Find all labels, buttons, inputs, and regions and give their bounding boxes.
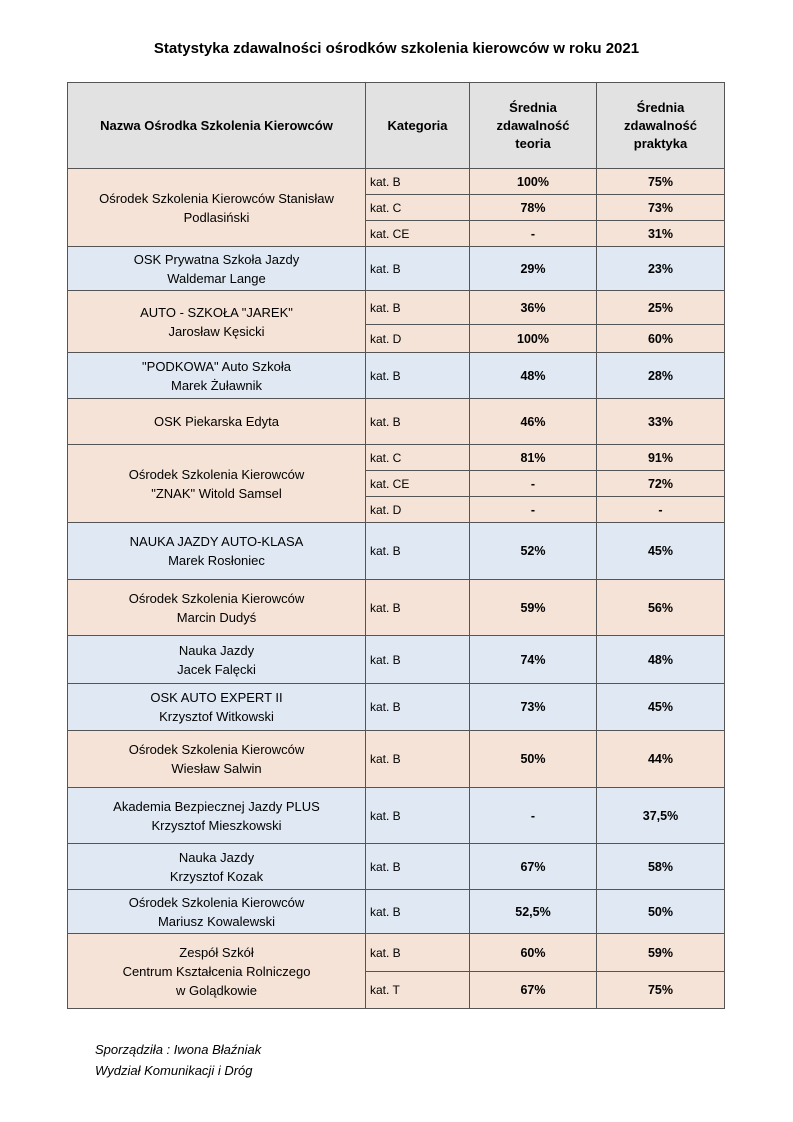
practice-cell: - bbox=[597, 497, 725, 523]
table-row bbox=[68, 523, 725, 580]
center-name-line: Ośrodek Szkolenia Kierowców bbox=[128, 590, 305, 606]
center-name-cell bbox=[68, 844, 366, 890]
category-cell: kat. B bbox=[366, 731, 470, 788]
theory-cell: 78% bbox=[470, 195, 597, 221]
table-body bbox=[68, 169, 725, 1009]
practice-cell: 73% bbox=[597, 195, 725, 221]
center-name-cell bbox=[68, 788, 366, 844]
theory-cell: 36% bbox=[470, 291, 597, 325]
theory-cell: 67% bbox=[470, 972, 597, 1009]
center-name-line: Zespół Szkół bbox=[179, 944, 254, 960]
category-cell: kat. B bbox=[366, 684, 470, 731]
category-cell: kat. D bbox=[366, 497, 470, 523]
category-cell: kat. B bbox=[366, 934, 470, 972]
practice-cell: 58% bbox=[597, 844, 725, 890]
center-name-line: Jarosław Kęsicki bbox=[168, 323, 265, 339]
footer-author: Sporządziła : Iwona Błaźniak bbox=[95, 1042, 262, 1057]
center-name-line: Krzysztof Witkowski bbox=[159, 709, 274, 724]
center-name-line: NAUKA JAZDY AUTO-KLASA bbox=[129, 534, 304, 549]
practice-cell: 75% bbox=[597, 972, 725, 1009]
header-practice-line: Średnia bbox=[636, 99, 685, 115]
table-row bbox=[68, 353, 725, 399]
center-name-line: Waldemar Lange bbox=[167, 270, 266, 286]
practice-cell: 59% bbox=[597, 934, 725, 972]
center-name-line: OSK Piekarska Edyta bbox=[154, 414, 279, 429]
table-row bbox=[68, 445, 725, 471]
table-row bbox=[68, 934, 725, 972]
table-row bbox=[68, 399, 725, 445]
practice-cell: 31% bbox=[597, 221, 725, 247]
practice-cell: 44% bbox=[597, 731, 725, 788]
theory-cell: 74% bbox=[470, 636, 597, 684]
category-cell: kat. C bbox=[366, 195, 470, 221]
center-name-line: Ośrodek Szkolenia Kierowców bbox=[128, 894, 305, 910]
category-cell: kat. B bbox=[366, 523, 470, 580]
center-name-line: Centrum Kształcenia Rolniczego bbox=[122, 963, 311, 979]
table-row bbox=[68, 684, 725, 731]
theory-cell: 81% bbox=[470, 445, 597, 471]
center-name-cell bbox=[68, 445, 366, 523]
theory-cell: 52,5% bbox=[470, 890, 597, 934]
center-name-line: "ZNAK" Witold Samsel bbox=[151, 485, 282, 501]
practice-cell: 60% bbox=[597, 325, 725, 353]
center-name-cell bbox=[68, 291, 366, 353]
category-cell: kat. T bbox=[366, 972, 470, 1009]
category-cell: kat. B bbox=[366, 788, 470, 844]
center-name-cell bbox=[68, 353, 366, 399]
center-name-line: w Golądkowie bbox=[176, 982, 257, 998]
footer-department: Wydział Komunikacji i Dróg bbox=[95, 1063, 253, 1078]
theory-cell: 48% bbox=[470, 353, 597, 399]
category-cell: kat. B bbox=[366, 169, 470, 195]
center-name-cell bbox=[68, 636, 366, 684]
theory-cell: - bbox=[470, 788, 597, 844]
practice-cell: 33% bbox=[597, 399, 725, 445]
category-cell: kat. B bbox=[366, 890, 470, 934]
center-name-line: Marcin Dudyś bbox=[176, 609, 257, 625]
practice-cell: 37,5% bbox=[597, 788, 725, 844]
category-cell: kat. C bbox=[366, 445, 470, 471]
center-name-line: Ośrodek Szkolenia Kierowców bbox=[128, 742, 305, 757]
center-name-line: Krzysztof Mieszkowski bbox=[151, 817, 282, 833]
center-name-cell bbox=[68, 684, 366, 731]
table-header-row bbox=[68, 83, 725, 169]
category-cell: kat. CE bbox=[366, 471, 470, 497]
theory-cell: - bbox=[470, 497, 597, 523]
document-title: Statystyka zdawalności ośrodków szkolenia kierowców w roku 2021 bbox=[153, 40, 640, 57]
center-name-line: Ośrodek Szkolenia Kierowców bbox=[128, 466, 305, 482]
center-name-cell bbox=[68, 399, 366, 445]
center-name-line: Podlasiński bbox=[183, 209, 250, 225]
table-row bbox=[68, 731, 725, 788]
center-name-line: Akademia Bezpiecznej Jazdy PLUS bbox=[113, 798, 320, 814]
header-practice bbox=[597, 83, 725, 169]
theory-cell: 29% bbox=[470, 247, 597, 291]
header-theory-line: Średnia bbox=[509, 99, 557, 115]
center-name-line: Krzysztof Kozak bbox=[169, 868, 264, 884]
theory-cell: 100% bbox=[470, 169, 597, 195]
header-theory-line: zdawalność bbox=[496, 117, 570, 133]
category-cell: kat. B bbox=[366, 399, 470, 445]
practice-cell: 56% bbox=[597, 580, 725, 636]
center-name-cell bbox=[68, 731, 366, 788]
practice-cell: 72% bbox=[597, 471, 725, 497]
center-name-line: Mariusz Kowalewski bbox=[157, 913, 276, 929]
statistics-table bbox=[67, 82, 725, 1009]
center-name-cell bbox=[68, 169, 366, 247]
practice-cell: 28% bbox=[597, 353, 725, 399]
center-name-cell bbox=[68, 934, 366, 1009]
center-name-line: Ośrodek Szkolenia Kierowców Stanisław bbox=[99, 190, 334, 206]
center-name-line: Marek Rosłoniec bbox=[168, 553, 265, 568]
theory-cell: 67% bbox=[470, 844, 597, 890]
center-name-line: Nauka Jazdy bbox=[178, 849, 255, 865]
header-practice-line: praktyka bbox=[633, 135, 688, 151]
table-row bbox=[68, 788, 725, 844]
center-name-line: AUTO - SZKOŁA "JAREK" bbox=[140, 304, 293, 320]
table-row bbox=[68, 636, 725, 684]
category-cell: kat. B bbox=[366, 844, 470, 890]
practice-cell: 48% bbox=[597, 636, 725, 684]
practice-cell: 50% bbox=[597, 890, 725, 934]
footer bbox=[95, 1039, 261, 1081]
theory-cell: 59% bbox=[470, 580, 597, 636]
category-cell: kat. B bbox=[366, 580, 470, 636]
header-category: Kategoria bbox=[366, 83, 470, 169]
table-row bbox=[68, 580, 725, 636]
center-name-cell bbox=[68, 890, 366, 934]
category-cell: kat. B bbox=[366, 353, 470, 399]
theory-cell: - bbox=[470, 471, 597, 497]
practice-cell: 91% bbox=[597, 445, 725, 471]
center-name-line: "PODKOWA" Auto Szkoła bbox=[142, 358, 291, 374]
theory-cell: 60% bbox=[470, 934, 597, 972]
practice-cell: 75% bbox=[597, 169, 725, 195]
theory-cell: 46% bbox=[470, 399, 597, 445]
theory-cell: 52% bbox=[470, 523, 597, 580]
center-name-cell bbox=[68, 523, 366, 580]
theory-cell: 50% bbox=[470, 731, 597, 788]
header-name: Nazwa Ośrodka Szkolenia Kierowców bbox=[68, 83, 366, 169]
table-row bbox=[68, 890, 725, 934]
center-name-cell bbox=[68, 247, 366, 291]
header-practice-line: zdawalność bbox=[624, 117, 697, 133]
theory-cell: 73% bbox=[470, 684, 597, 731]
category-cell: kat. D bbox=[366, 325, 470, 353]
center-name-cell bbox=[68, 580, 366, 636]
center-name-line: Nauka Jazdy bbox=[178, 642, 255, 658]
theory-cell: 100% bbox=[470, 325, 597, 353]
practice-cell: 45% bbox=[597, 684, 725, 731]
center-name-line: Wiesław Salwin bbox=[171, 761, 262, 776]
table-row bbox=[68, 291, 725, 325]
category-cell: kat. B bbox=[366, 636, 470, 684]
header-theory bbox=[470, 83, 597, 169]
table-row bbox=[68, 844, 725, 890]
center-name-line: OSK AUTO EXPERT II bbox=[150, 690, 283, 705]
center-name-line: Marek Żuławnik bbox=[170, 377, 263, 393]
practice-cell: 45% bbox=[597, 523, 725, 580]
category-cell: kat. B bbox=[366, 291, 470, 325]
category-cell: kat. B bbox=[366, 247, 470, 291]
center-name-line: Jacek Falęcki bbox=[177, 661, 256, 677]
practice-cell: 23% bbox=[597, 247, 725, 291]
category-cell: kat. CE bbox=[366, 221, 470, 247]
center-name-line: OSK Prywatna Szkoła Jazdy bbox=[133, 251, 300, 267]
header-theory-line: teoria bbox=[515, 135, 551, 151]
practice-cell: 25% bbox=[597, 291, 725, 325]
table-row bbox=[68, 169, 725, 195]
table-row bbox=[68, 247, 725, 291]
theory-cell: - bbox=[470, 221, 597, 247]
